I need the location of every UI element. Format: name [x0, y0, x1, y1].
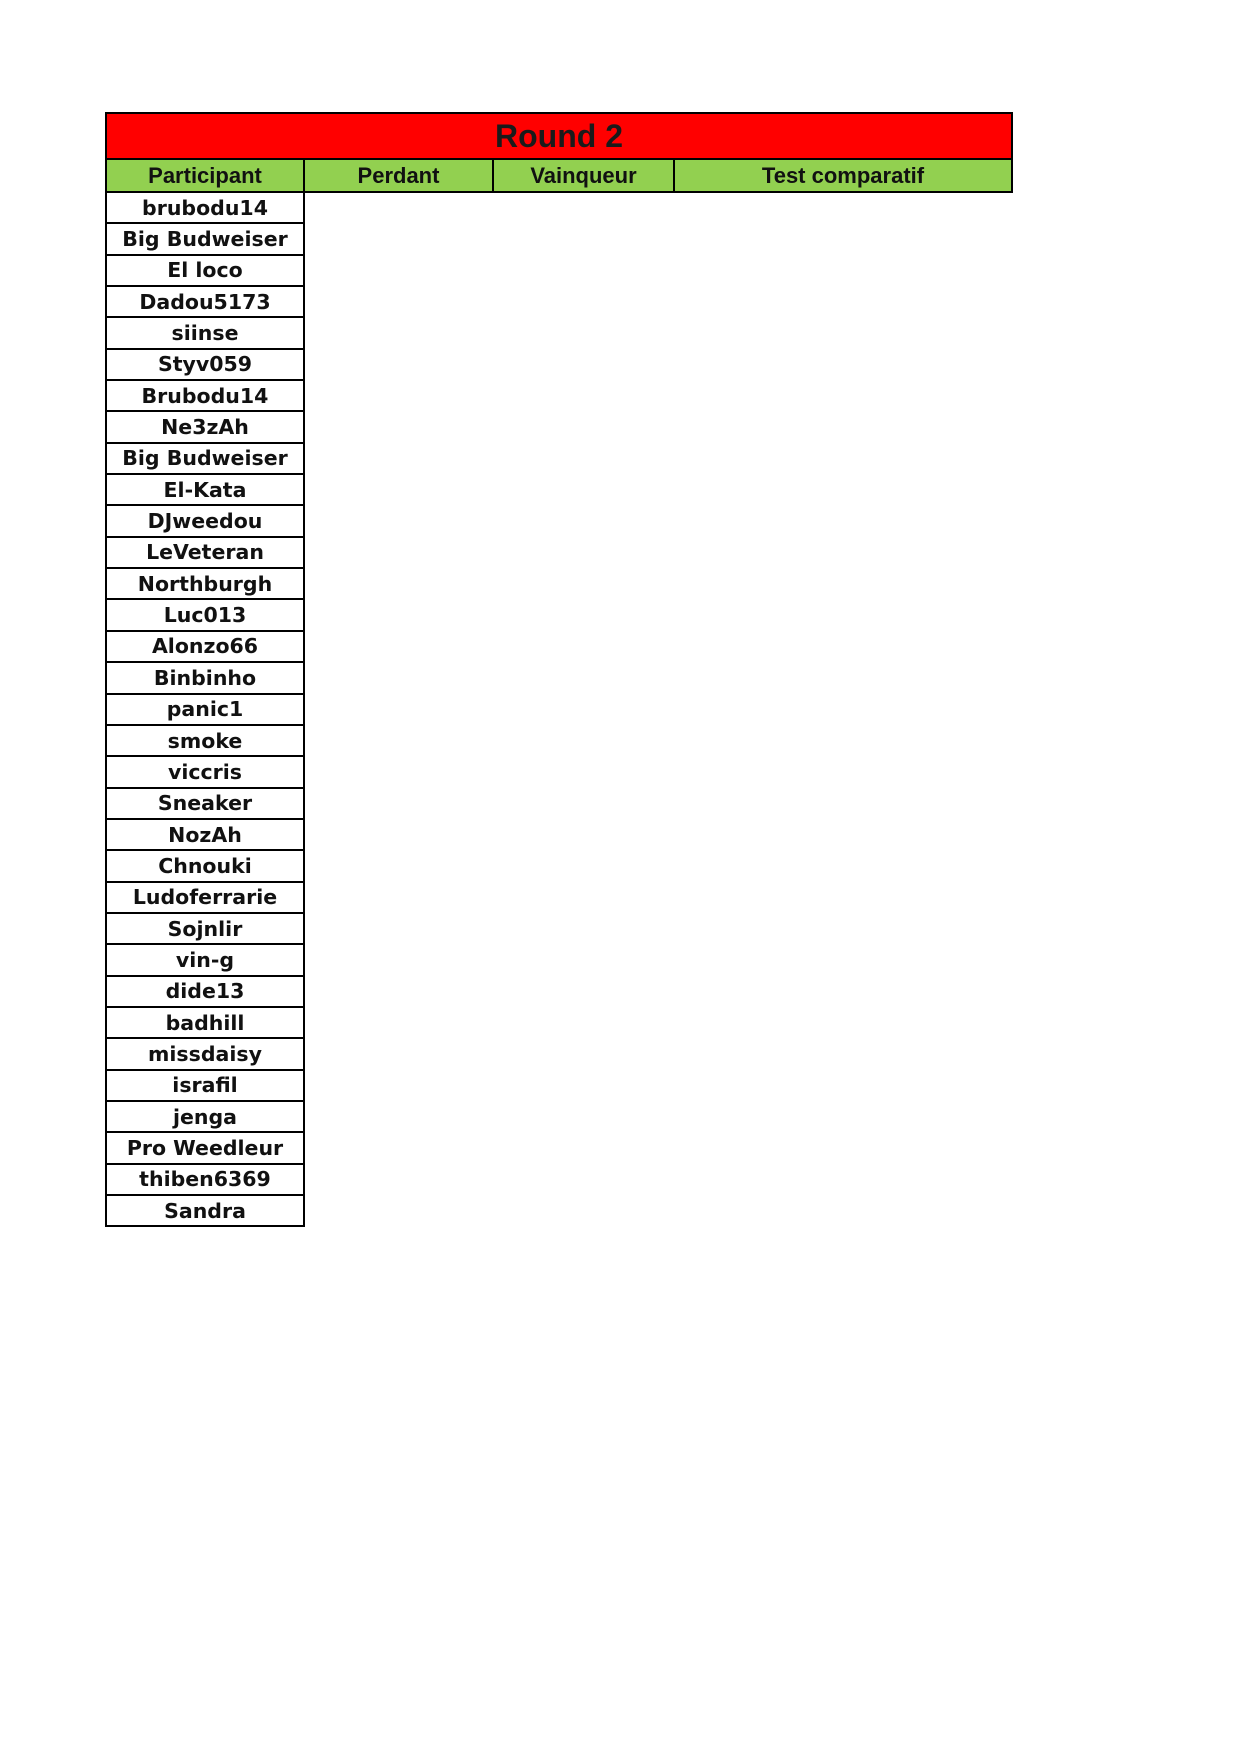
participant-cell: NozAh: [107, 820, 303, 851]
participant-cell: Sneaker: [107, 789, 303, 820]
participant-cell: Northburgh: [107, 569, 303, 600]
participant-cell: vin-g: [107, 945, 303, 976]
participant-cell: Sandra: [107, 1196, 303, 1227]
participant-cell: Binbinho: [107, 663, 303, 694]
spreadsheet-table: [105, 112, 1013, 1227]
participant-cell: jenga: [107, 1102, 303, 1133]
participant-cell: dide13: [107, 977, 303, 1008]
participant-cell: Big Budweiser: [107, 444, 303, 475]
participant-cell: panic1: [107, 695, 303, 726]
participant-cell: Ne3zAh: [107, 412, 303, 443]
round-title: Round 2: [105, 112, 1013, 160]
participant-cell: El-Kata: [107, 475, 303, 506]
participant-cell: Sojnlir: [107, 914, 303, 945]
participant-cell: Styv059: [107, 350, 303, 381]
participant-cell: Dadou5173: [107, 287, 303, 318]
participant-cell: Big Budweiser: [107, 224, 303, 255]
participant-cell: badhill: [107, 1008, 303, 1039]
participant-cell: smoke: [107, 726, 303, 757]
participant-cell: viccris: [107, 757, 303, 788]
participant-cell: israfil: [107, 1071, 303, 1102]
participant-cell: Pro Weedleur: [107, 1133, 303, 1164]
header-test-comparatif: Test comparatif: [675, 160, 1011, 191]
participant-cell: Chnouki: [107, 851, 303, 882]
participant-cell: Ludoferrarie: [107, 883, 303, 914]
participant-cell: LeVeteran: [107, 538, 303, 569]
participant-cell: Luc013: [107, 600, 303, 631]
participant-cell: El loco: [107, 256, 303, 287]
participant-cell: siinse: [107, 318, 303, 349]
participant-cell: Brubodu14: [107, 381, 303, 412]
participant-cell: brubodu14: [107, 193, 303, 224]
header-vainqueur: Vainqueur: [494, 160, 675, 191]
participant-cell: missdaisy: [107, 1039, 303, 1070]
participant-cell: thiben6369: [107, 1165, 303, 1196]
participant-list: [105, 193, 305, 1227]
header-perdant: Perdant: [305, 160, 494, 191]
participant-cell: DJweedou: [107, 506, 303, 537]
header-row: [105, 160, 1013, 193]
header-participant: Participant: [107, 160, 305, 191]
participant-cell: Alonzo66: [107, 632, 303, 663]
